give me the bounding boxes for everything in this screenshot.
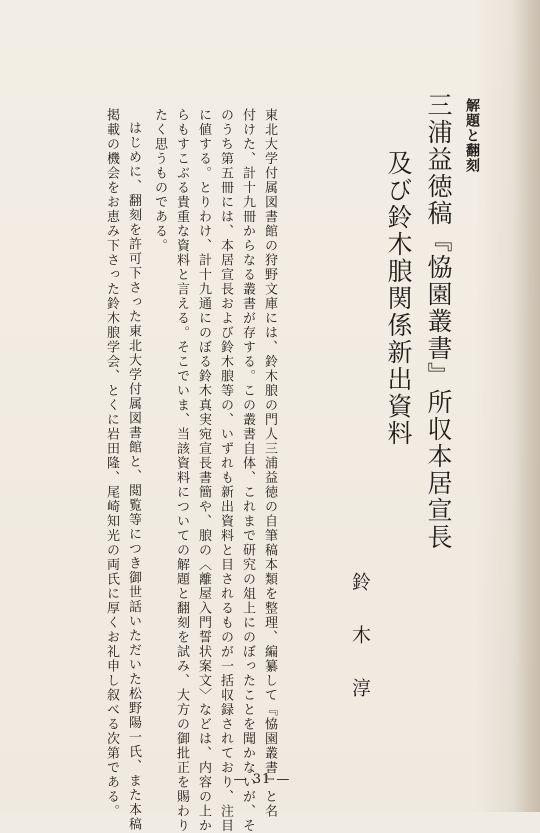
body-text-line-3: のうち第五冊には、本居宣長および鈴木朖等の、いずれも新出資料と目されるものが一括収録されており、注目 [218,108,233,833]
article-title-line-2: 及び鈴木朖関係新出資料 [384,150,413,447]
body-text-line-4: に値する。とりわけ、計十九通にのぼる鈴木真実宛宣長書簡や、朖の〈離屋入門誓状案文〉などは、内容の上か [196,108,211,833]
body-text-line-1: 東北大学付属図書館の狩野文庫には、鈴木朖の門人三浦益徳の自筆稿本類を整理、編纂して『恊園叢書』と名 [262,108,277,819]
body-text-line-6: たく思うものである。 [152,108,167,253]
page-edge-shadow [512,0,540,812]
section-label: 解題と翻刻 [464,98,480,173]
body-text-line-8: 掲載の機会をお恵み下さった鈴木朖学会、とくに岩田隆、尾崎知光の両氏に厚くお礼申し叙べる次第である。 [104,108,119,819]
body-text-line-5: らもすこぶる貴重な資料と言える。そこでいま、当該資料についての解題と翻刻を試み、大方の御批正を賜わり [174,108,189,833]
page-number: — 31 — [233,772,291,787]
body-text-line-2: 付けた、計十九冊からなる叢書が存する。この叢書自体、これまで研究の俎上にのぼったことを聞かないが、そ [240,108,255,833]
article-title-line-1: 三浦益徳稿『恊園叢書』所収本居宣長 [424,92,453,551]
body-text-line-7: はじめに、翻刻を許可下さった東北大学付属図書館と、閲覧等につき御世話いただいた松野陽一氏、また本稿 [126,121,141,832]
author-name: 鈴木淳 [349,572,371,731]
